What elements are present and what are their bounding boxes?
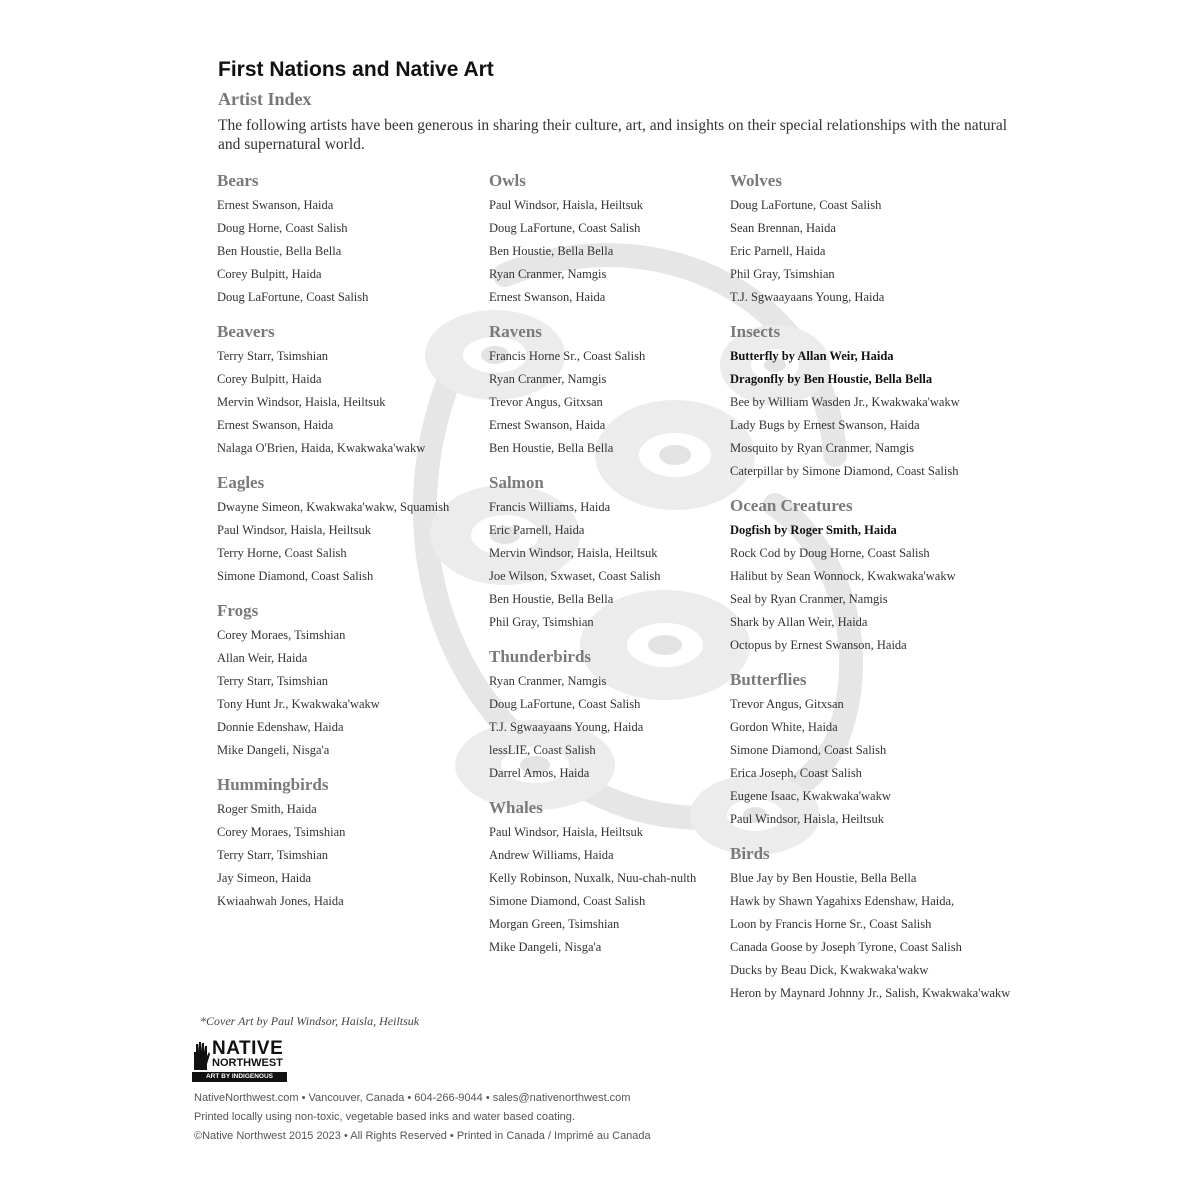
footer-printing-note: Printed locally using non-toxic, vegetable based inks and water based coating. (194, 1111, 575, 1123)
artist-entry: Gordon White, Haida (730, 720, 838, 734)
native-northwest-logo (192, 1038, 292, 1090)
artist-entry: Doug LaFortune, Coast Salish (730, 198, 882, 212)
artist-entry: Phil Gray, Tsimshian (730, 267, 835, 281)
hand-icon (192, 1040, 210, 1070)
artist-entry: Mike Dangeli, Nisga'a (217, 743, 330, 757)
artist-entry: Ben Houstie, Bella Bella (489, 592, 614, 606)
section-title: Wolves (730, 171, 782, 190)
artist-entry: Simone Diamond, Coast Salish (730, 743, 887, 757)
artist-entry: Dwayne Simeon, Kwakwaka'wakw, Squamish (217, 500, 450, 514)
section-title: Owls (489, 171, 526, 190)
artist-entry: Paul Windsor, Haisla, Heiltsuk (489, 198, 643, 212)
artist-entry: Corey Moraes, Tsimshian (217, 825, 346, 839)
artist-entry: Francis Horne Sr., Coast Salish (489, 349, 646, 363)
section-beavers (217, 321, 449, 460)
artist-entry: Ernest Swanson, Haida (217, 198, 334, 212)
index-column-2 (489, 170, 696, 971)
artist-entry: Heron by Maynard Johnny Jr., Salish, Kwakwaka'wakw (730, 986, 1011, 1000)
section-title: Ocean Creatures (730, 496, 853, 515)
artist-entry: Hawk by Shawn Yagahixs Edenshaw, Haida, (730, 894, 955, 908)
artist-entry: Allan Weir, Haida (217, 651, 308, 665)
footer-contact: NativeNorthwest.com • Vancouver, Canada • 604-266-9044 • sales@nativenorthwest.com (194, 1092, 631, 1104)
index-column-1 (217, 170, 449, 925)
section-bears (217, 170, 449, 309)
artist-entry: Kelly Robinson, Nuxalk, Nuu-chah-nulth (489, 871, 697, 885)
artist-entry: Rock Cod by Doug Horne, Coast Salish (730, 546, 930, 560)
section-ravens (489, 321, 696, 460)
artist-entry: Doug Horne, Coast Salish (217, 221, 348, 235)
section-whales (489, 797, 696, 959)
section-title: Bears (217, 171, 259, 190)
section-title: Frogs (217, 601, 259, 620)
artist-entry: Darrel Amos, Haida (489, 766, 590, 780)
artist-entry: Butterfly by Allan Weir, Haida (730, 349, 894, 363)
section-hummingbirds (217, 774, 449, 913)
index-column-3 (730, 170, 1010, 1017)
artist-entry: Loon by Francis Horne Sr., Coast Salish (730, 917, 932, 931)
intro-paragraph: The following artists have been generous in sharing their culture, art, and insights on their special relationships with the natural and supernatural world. (218, 117, 1008, 153)
artist-entry: Bee by William Wasden Jr., Kwakwaka'wakw (730, 395, 960, 409)
section-title: Birds (730, 844, 770, 863)
section-title: Hummingbirds (217, 775, 329, 794)
artist-entry: Terry Starr, Tsimshian (217, 674, 329, 688)
logo-tagline: ART BY INDIGENOUS ARTISTS (192, 1072, 287, 1082)
artist-entry: T.J. Sgwaayaans Young, Haida (730, 290, 885, 304)
section-thunderbirds (489, 646, 696, 785)
section-ocean-creatures (730, 495, 1010, 657)
artist-entry: Simone Diamond, Coast Salish (217, 569, 374, 583)
artist-entry: Dragonfly by Ben Houstie, Bella Bella (730, 372, 933, 386)
artist-entry: Tony Hunt Jr., Kwakwaka'wakw (217, 697, 380, 711)
artist-entry: Ryan Cranmer, Namgis (489, 372, 607, 386)
artist-entry: Eugene Isaac, Kwakwaka'wakw (730, 789, 891, 803)
section-eagles (217, 472, 449, 588)
artist-entry: Paul Windsor, Haisla, Heiltsuk (489, 825, 643, 839)
logo-subtitle: NORTHWEST (212, 1057, 283, 1069)
artist-entry: Terry Starr, Tsimshian (217, 349, 329, 363)
section-owls (489, 170, 696, 309)
cover-art-note: *Cover Art by Paul Windsor, Haisla, Heiltsuk (200, 1014, 420, 1028)
artist-entry: Eric Parnell, Haida (730, 244, 826, 258)
artist-entry: Trevor Angus, Gitxsan (489, 395, 603, 409)
page-title: First Nations and Native Art (218, 58, 494, 81)
artist-entry: Ducks by Beau Dick, Kwakwaka'wakw (730, 963, 929, 977)
section-insects (730, 321, 1010, 483)
artist-entry: Canada Goose by Joseph Tyrone, Coast Salish (730, 940, 962, 954)
artist-entry: Mike Dangeli, Nisga'a (489, 940, 602, 954)
artist-entry: Corey Bulpitt, Haida (217, 372, 322, 386)
artist-entry: Terry Starr, Tsimshian (217, 848, 329, 862)
artist-entry: Shark by Allan Weir, Haida (730, 615, 868, 629)
artist-entry: Mervin Windsor, Haisla, Heiltsuk (489, 546, 658, 560)
artist-entry: Ernest Swanson, Haida (489, 418, 606, 432)
artist-entry: Kwiaahwah Jones, Haida (217, 894, 344, 908)
artist-entry: Mervin Windsor, Haisla, Heiltsuk (217, 395, 386, 409)
section-title: Salmon (489, 473, 544, 492)
section-title: Beavers (217, 322, 275, 341)
artist-entry: Trevor Angus, Gitxsan (730, 697, 844, 711)
artist-entry: lessLIE, Coast Salish (489, 743, 596, 757)
artist-entry: Ben Houstie, Bella Bella (489, 441, 614, 455)
artist-entry: Phil Gray, Tsimshian (489, 615, 594, 629)
artist-entry: Nalaga O'Brien, Haida, Kwakwaka'wakw (217, 441, 426, 455)
artist-entry: Terry Horne, Coast Salish (217, 546, 347, 560)
footer-copyright: ©Native Northwest 2015 2023 • All Rights Reserved • Printed in Canada / Imprimé au Canada (194, 1130, 651, 1142)
artist-entry: Halibut by Sean Wonnock, Kwakwaka'wakw (730, 569, 956, 583)
section-title: Insects (730, 322, 781, 341)
artist-entry: Ben Houstie, Bella Bella (217, 244, 342, 258)
artist-entry: Paul Windsor, Haisla, Heiltsuk (730, 812, 884, 826)
artist-entry: Ernest Swanson, Haida (489, 290, 606, 304)
section-title: Thunderbirds (489, 647, 592, 666)
artist-entry: Ernest Swanson, Haida (217, 418, 334, 432)
section-salmon (489, 472, 696, 634)
artist-entry: Roger Smith, Haida (217, 802, 317, 816)
artist-entry: Eric Parnell, Haida (489, 523, 585, 537)
artist-entry: Jay Simeon, Haida (217, 871, 312, 885)
artist-entry: Caterpillar by Simone Diamond, Coast Salish (730, 464, 959, 478)
artist-entry: Francis Williams, Haida (489, 500, 611, 514)
artist-entry: Joe Wilson, Sxwaset, Coast Salish (489, 569, 661, 583)
artist-entry: Erica Joseph, Coast Salish (730, 766, 862, 780)
artist-entry: Donnie Edenshaw, Haida (217, 720, 344, 734)
artist-entry: Corey Moraes, Tsimshian (217, 628, 346, 642)
section-wolves (730, 170, 1010, 309)
section-title: Eagles (217, 473, 265, 492)
artist-entry: Seal by Ryan Cranmer, Namgis (730, 592, 888, 606)
artist-entry: Blue Jay by Ben Houstie, Bella Bella (730, 871, 917, 885)
artist-entry: T.J. Sgwaayaans Young, Haida (489, 720, 644, 734)
artist-entry: Corey Bulpitt, Haida (217, 267, 322, 281)
artist-entry: Paul Windsor, Haisla, Heiltsuk (217, 523, 371, 537)
artist-entry: Morgan Green, Tsimshian (489, 917, 620, 931)
artist-entry: Ryan Cranmer, Namgis (489, 674, 607, 688)
artist-entry: Doug LaFortune, Coast Salish (489, 697, 641, 711)
section-butterflies (730, 669, 1010, 831)
artist-entry: Ryan Cranmer, Namgis (489, 267, 607, 281)
artist-entry: Ben Houstie, Bella Bella (489, 244, 614, 258)
section-frogs (217, 600, 449, 762)
logo-wordmark: NATIVE (212, 1038, 284, 1059)
artist-entry: Octopus by Ernest Swanson, Haida (730, 638, 907, 652)
artist-entry: Simone Diamond, Coast Salish (489, 894, 646, 908)
section-title: Butterflies (730, 670, 807, 689)
section-title: Whales (489, 798, 543, 817)
artist-entry: Lady Bugs by Ernest Swanson, Haida (730, 418, 920, 432)
page-subtitle: Artist Index (218, 89, 312, 109)
artist-entry: Doug LaFortune, Coast Salish (489, 221, 641, 235)
section-birds (730, 843, 1010, 1005)
artist-entry: Andrew Williams, Haida (489, 848, 614, 862)
artist-entry: Doug LaFortune, Coast Salish (217, 290, 369, 304)
artist-entry: Sean Brennan, Haida (730, 221, 836, 235)
artist-entry: Dogfish by Roger Smith, Haida (730, 523, 897, 537)
artist-entry: Mosquito by Ryan Cranmer, Namgis (730, 441, 915, 455)
section-title: Ravens (489, 322, 542, 341)
